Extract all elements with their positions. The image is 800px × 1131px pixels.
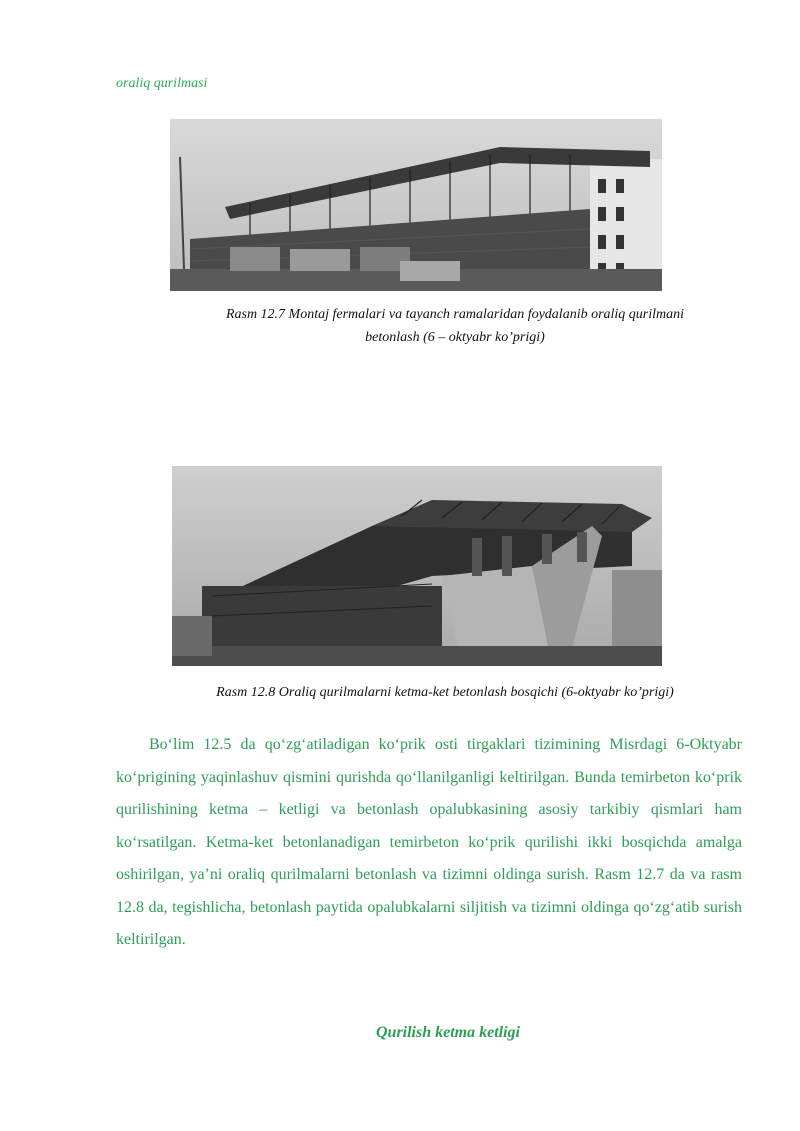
running-header: oraliq qurilmasi: [116, 76, 208, 91]
figure-12-7-photo: [170, 119, 662, 291]
figure-12-7-caption-line2: betonlash (6 – oktyabr ko’prigi): [365, 330, 545, 345]
figure-12-8-photo: [172, 466, 662, 666]
figure-12-7-caption: [170, 303, 740, 349]
figure-12-8-caption-line1: Rasm 12.8 Oraliq qurilmalarni ketma-ket betonlash bosqichi (6-oktyabr ko’prigi): [216, 685, 674, 700]
figure-12-7-caption-line1: Rasm 12.7 Montaj fermalari va tayanch ramalaridan foydalanib oraliq qurilmani: [225, 307, 685, 322]
body-paragraph: Bo‘lim 12.5 da qo‘zg‘atiladigan ko‘prik osti tirgaklari tizimining Misrdagi 6-Oktyabr ko‘prigining yaqinlashuv qismini qurishda qo‘llanilganligi keltirilgan. Bunda temirbeton ko‘prik qurilishining ketma – ketligi va betonlash opalubkasining asosiy tarkibiy qismlari ham ko‘rsatilgan. Ketma-ket betonlanadigan temirbeton ko‘prik qurilishi ikki bosqichda amalga oshirilgan, ya’ni oraliq qurilmalarni betonlash va tizimni oldinga surish. Rasm 12.7 da va rasm 12.8 da, tegishlicha, betonlash paytida opalubkalarni siljitish va tizimni oldinga qo‘zg‘atib surish keltirilgan.: [116, 736, 742, 948]
section-heading: Qurilish ketma ketligi: [375, 1024, 520, 1041]
figure-12-8-caption: [150, 681, 740, 704]
